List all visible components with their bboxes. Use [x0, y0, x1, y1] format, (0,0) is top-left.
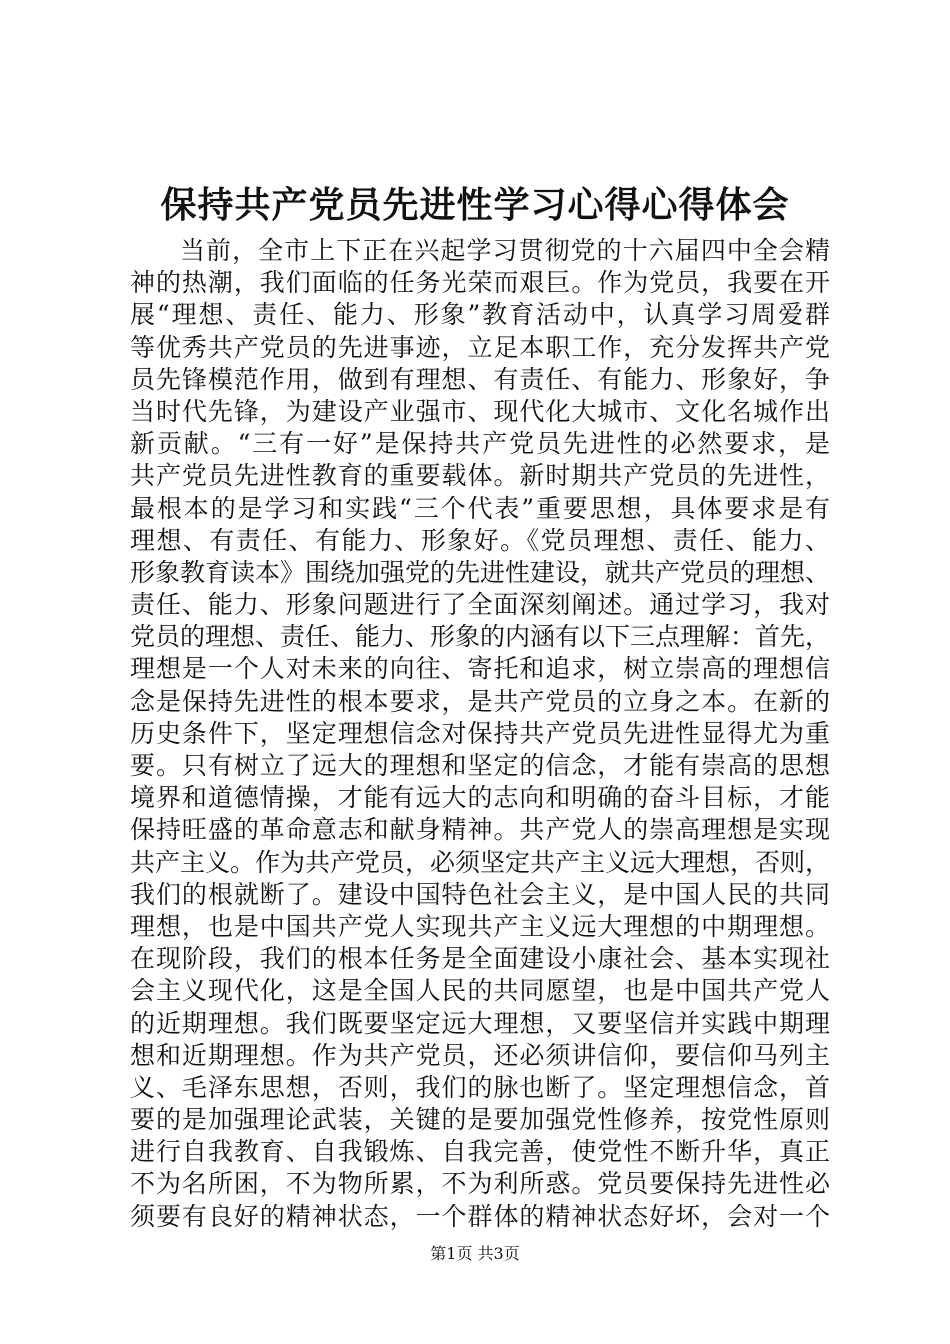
body-line: 理想是一个人对未来的向往、寄托和追求，树立崇高的理想信: [130, 654, 830, 684]
body-line: 要的是加强理论武装，关键的是要加强党性修养，按党性原则: [130, 1105, 830, 1135]
body-line: 神的热潮，我们面临的任务光荣而艰巨。作为党员，我要在开: [130, 268, 830, 298]
body-line: 员先锋模范作用，做到有理想、有责任、有能力、形象好，争: [130, 364, 830, 394]
document-body: [130, 235, 830, 1233]
body-line: 想和近期理想。作为共产党员，还必须讲信仰，要信仰马列主: [130, 1040, 830, 1070]
document-title: 保持共产党员先进性学习心得心得体会: [160, 184, 790, 226]
body-line: 义、毛泽东思想，否则，我们的脉也断了。坚定理想信念，首: [130, 1072, 830, 1102]
body-line: 历史条件下，坚定理想信念对保持共产党员先进性显得尤为重: [130, 718, 830, 748]
body-line: 当时代先锋，为建设产业强市、现代化大城市、文化名城作出: [130, 396, 830, 426]
body-line: 理想、有责任、有能力、形象好。《党员理想、责任、能力、: [130, 525, 830, 555]
body-line: 最根本的是学习和实践“三个代表”重要思想，具体要求是有: [130, 493, 830, 523]
body-line: 我们的根就断了。建设中国特色社会主义，是中国人民的共同: [130, 879, 830, 909]
body-line: 共产主义。作为共产党员，必须坚定共产主义远大理想，否则，: [130, 847, 831, 877]
body-line: 须要有良好的精神状态，一个群体的精神状态好坏，会对一个: [130, 1201, 830, 1231]
body-line: 共产党员先进性教育的重要载体。新时期共产党员的先进性，: [130, 461, 830, 491]
page-footer: 第1页 共3页: [430, 1244, 520, 1263]
body-line: 理想，也是中国共产党人实现共产主义远大理想的中期理想。: [130, 911, 830, 941]
body-line: 形象教育读本》围绕加强党的先进性建设，就共产党员的理想、: [130, 557, 831, 587]
body-line: 当前，全市上下正在兴起学习贯彻党的十六届四中全会精: [180, 236, 830, 265]
body-line: 在现阶段，我们的根本任务是全面建设小康社会、基本实现社: [130, 944, 830, 974]
body-line: 要。只有树立了远大的理想和坚定的信念，才能有崇高的思想: [130, 751, 830, 780]
body-line: 境界和道德情操，才能有远大的志向和明确的奋斗目标，才能: [130, 783, 830, 813]
body-line: 责任、能力、形象问题进行了全面深刻阐述。通过学习，我对: [130, 590, 830, 620]
body-line: 展“理想、责任、能力、形象”教育活动中，认真学习周爱群: [130, 300, 830, 330]
body-line: 保持旺盛的革命意志和献身精神。共产党人的崇高理想是实现: [130, 815, 830, 845]
body-line: 党员的理想、责任、能力、形象的内涵有以下三点理解：首先，: [130, 622, 831, 652]
body-line: 等优秀共产党员的先进事迹，立足本职工作，充分发挥共产党: [130, 332, 830, 362]
body-line: 的近期理想。我们既要坚定远大理想，又要坚信并实践中期理: [130, 1008, 830, 1038]
body-line: 进行自我教育、自我锻炼、自我完善，使党性不断升华，真正: [130, 1137, 830, 1167]
body-line: 念是保持先进性的根本要求，是共产党员的立身之本。在新的: [130, 686, 830, 716]
body-line: 会主义现代化，这是全国人民的共同愿望，也是中国共产党人: [130, 976, 830, 1006]
body-line: 不为名所困，不为物所累，不为利所惑。党员要保持先进性必: [130, 1169, 830, 1199]
body-line: 新贡献。“三有一好”是保持共产党员先进性的必然要求，是: [130, 429, 830, 459]
